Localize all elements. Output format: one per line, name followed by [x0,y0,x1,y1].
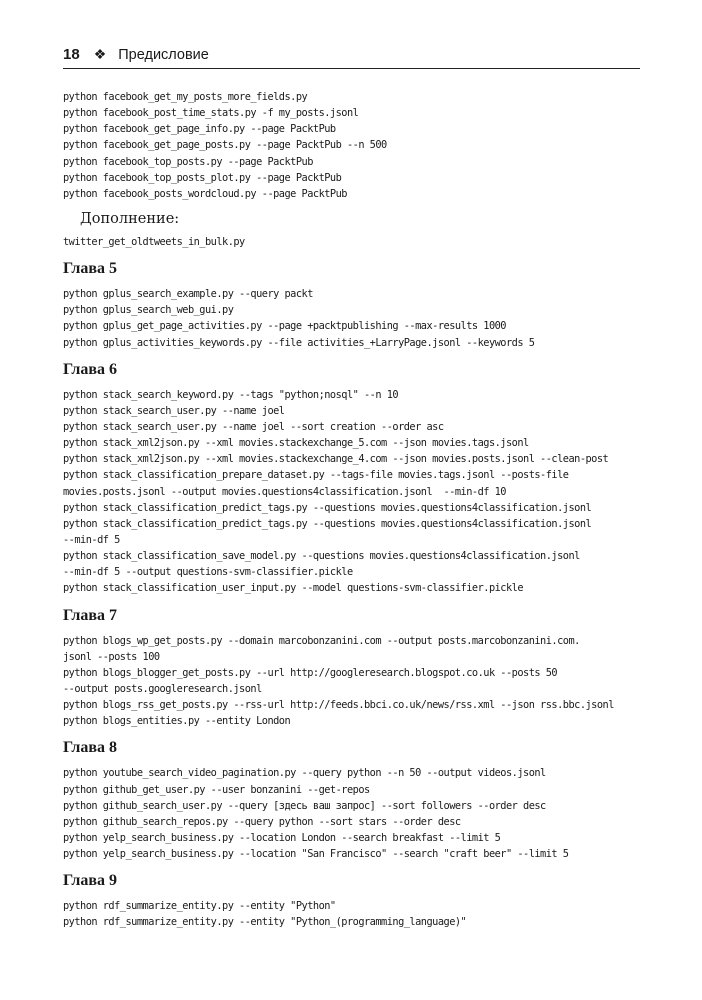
code-block-addition [63,234,640,250]
chapter-heading-7: Глава 7 [63,606,117,624]
code-line: python blogs_wp_get_posts.py --domain marcobonzanini.com --output posts.marcobonzanini.com. [63,634,580,647]
code-line: python github_get_user.py --user bonzanini --get-repos [63,783,370,796]
code-line: python stack_classification_prepare_dataset.py --tags-file movies.tags.jsonl --posts-file [63,469,569,482]
code-line: python gplus_activities_keywords.py --file activities_+LarryPage.jsonl --keywords 5 [63,336,535,349]
code-block-chapter-9 [63,898,640,930]
code-block-intro [63,89,640,202]
chapter-heading-8: Глава 8 [63,739,117,757]
code-block-chapter-5 [63,286,640,351]
code-line: python yelp_search_business.py --location London --search breakfast --limit 5 [63,831,501,844]
code-line: python github_search_repos.py --query python --sort stars --order desc [63,815,461,828]
code-line: python facebook_top_posts.py --page PacktPub [63,155,313,168]
code-line: python stack_classification_save_model.py --questions movies.questions4classification.jsonl [63,550,580,563]
code-line: python blogs_rss_get_posts.py --rss-url http://feeds.bbci.co.uk/news/rss.xml --json rss.bbc.jsonl [63,699,614,712]
code-line: python github_search_user.py --query [здесь ваш запрос] --sort followers --order desc [63,799,546,812]
code-line: python blogs_entities.py --entity London [63,715,291,728]
code-block-chapter-7 [63,633,640,730]
code-line: python stack_xml2json.py --xml movies.stackexchange_4.com --json movies.posts.jsonl --clean-post [63,453,609,466]
chapter-heading-9: Глава 9 [63,872,117,890]
chapter-heading-5: Глава 5 [63,260,117,278]
code-line: python rdf_summarize_entity.py --entity "Python" [63,900,336,913]
code-line: python stack_classification_user_input.py --model questions-svm-classifier.pickle [63,582,524,595]
code-line: twitter_get_oldtweets_in_bulk.py [63,235,245,248]
code-line: python facebook_get_page_info.py --page PacktPub [63,123,336,136]
code-block-chapter-6 [63,387,640,597]
code-line: python rdf_summarize_entity.py --entity "Python_(programming_language)" [63,916,467,929]
code-line: python stack_search_user.py --name joel --sort creation --order asc [63,420,444,433]
diamond-ornament-icon: ❖ [93,46,107,62]
code-line: python stack_classification_predict_tags.py --questions movies.questions4classification.jsonl [63,517,592,530]
code-line: --min-df 5 --output questions-svm-classifier.pickle [63,566,353,579]
code-line: movies.posts.jsonl --output movies.questions4classification.jsonl --min-df 10 [63,485,506,498]
code-line: python gplus_get_page_activities.py --page +packtpublishing --max-results 1000 [63,320,506,333]
page-number: 18 [63,46,80,63]
code-line: python facebook_get_my_posts_more_fields.py [63,91,308,103]
code-line: python facebook_post_time_stats.py -f my_posts.jsonl [63,107,359,120]
header-title: Предисловие [118,47,209,63]
code-line: python stack_search_user.py --name joel [63,404,285,417]
code-line: python gplus_search_web_gui.py [63,304,234,317]
running-header [63,46,640,69]
code-line: --output posts.googleresearch.jsonl [63,682,262,695]
addition-heading: Дополнение: [80,210,180,227]
code-line: python blogs_blogger_get_posts.py --url http://googleresearch.blogspot.co.uk --posts 50 [63,666,558,679]
code-block-chapter-8 [63,765,640,862]
code-line: python facebook_get_page_posts.py --page PacktPub --n 500 [63,139,387,152]
code-line: python gplus_search_example.py --query packt [63,288,313,301]
code-line: jsonl --posts 100 [63,650,160,663]
code-line: --min-df 5 [63,533,120,546]
code-line: python youtube_search_video_pagination.py --query python --n 50 --output videos.jsonl [63,767,546,780]
code-line: python stack_xml2json.py --xml movies.stackexchange_5.com --json movies.tags.jsonl [63,437,529,450]
code-line: python facebook_posts_wordcloud.py --page PacktPub [63,187,347,200]
chapter-heading-6: Глава 6 [63,360,117,378]
book-page [63,46,640,930]
code-line: python yelp_search_business.py --location "San Francisco" --search "craft beer" --limit 5 [63,848,569,861]
code-line: python stack_search_keyword.py --tags "python;nosql" --n 10 [63,388,399,401]
code-line: python facebook_top_posts_plot.py --page PacktPub [63,171,342,184]
code-line: python stack_classification_predict_tags.py --questions movies.questions4classification.jsonl [63,501,592,514]
